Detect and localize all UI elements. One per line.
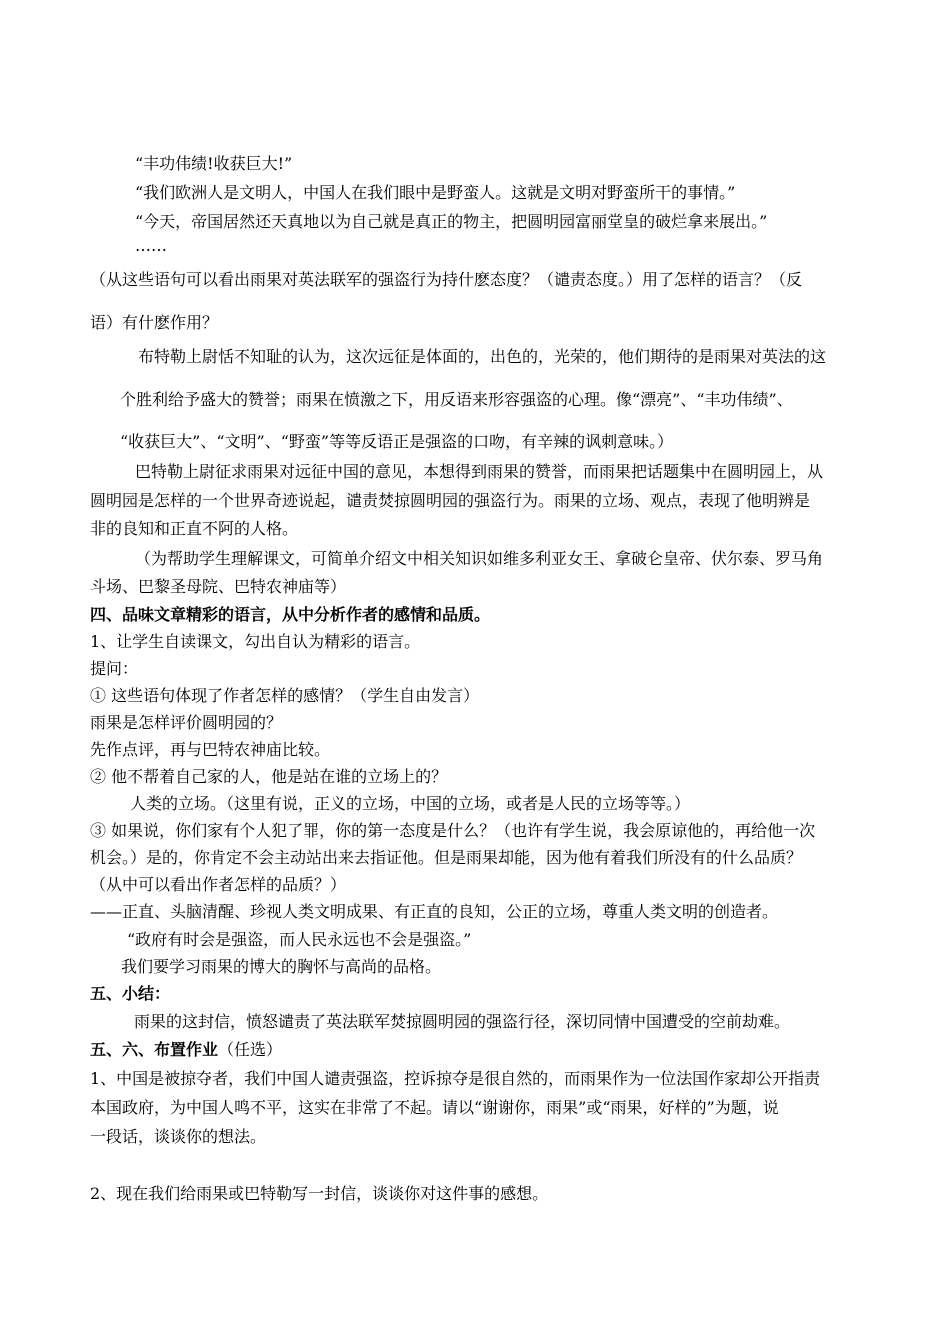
section-heading: 五、小结： (90, 984, 171, 1003)
note-line: 斗场、巴黎圣母院、巴特农神庙等） (90, 577, 347, 596)
list-item: 1、让学生自读课文，勾出自认为精彩的语言。 (90, 632, 421, 651)
question: ③ 如果说，你们家有个人犯了罪，你的第一态度是什么？（也许有学生说，我会原谅他的，再给他一次 (90, 821, 816, 840)
question: ① 这些语句体现了作者怎样的感情？（学生自由发言） (90, 686, 480, 705)
quote-line: “我们欧洲人是文明人，中国人在我们眼中是野蛮人。这就是文明对野蛮所干的事情。” (135, 183, 736, 202)
paragraph-line: 雨果的这封信，愤怒谴责了英法联军焚掠圆明园的强盗行径，深切同情中国遭受的空前劫难。 (134, 1012, 791, 1031)
analysis-line: 语）有什麽作用？ (90, 313, 219, 332)
question-line: （从中可以看出作者怎样的品质？） (90, 875, 347, 894)
section-heading: 四、品味文章精彩的语言，从中分析作者的感情和品质。 (90, 605, 491, 624)
answer-line: ——正直、头脑清醒、珍视人类文明成果、有正直的良知，公正的立场，尊重人类文明的创造者。 (90, 902, 779, 921)
question: ② 他不帮着自己家的人，他是站在谁的立场上的？ (90, 767, 448, 786)
paragraph-line: 圆明园是怎样的一个世界奇迹说起，谴责焚掠圆明园的强盗行为。雨果的立场、观点，表现了他明辨是 (90, 491, 811, 510)
homework-line: 1、中国是被掠夺者，我们中国人谴责强盗，控诉掠夺是很自然的，而雨果作为一位法国作家却公开指责 (90, 1069, 821, 1088)
homework-line: 本国政府，为中国人鸣不平，这实在非常了不起。请以“谢谢你，雨果”或“雨果，好样的”为题，说 (90, 1098, 779, 1117)
section-heading-note: （任选） (218, 1040, 283, 1059)
paragraph-line: 巴特勒上尉征求雨果对远征中国的意见，本想得到雨果的赞誉，而雨果把话题集中在圆明园上，从 (135, 462, 824, 481)
homework-line: 一段话，谈谈你的想法。 (90, 1127, 267, 1146)
quote-line: “丰功伟绩!收获巨大!” (135, 154, 293, 173)
section-heading-text: 五、六、布置作业 (90, 1040, 219, 1059)
quote-ellipsis: …… (135, 236, 167, 255)
question-line: 雨果是怎样评价圆明园的？ (90, 713, 283, 732)
analysis-line: “收获巨大”、“文明”、“野蛮”等等反语正是强盗的口吻，有辛辣的讽刺意味。） (120, 432, 674, 451)
paragraph-line: 非的良知和正直不阿的人格。 (90, 519, 299, 538)
question-line: 机会。）是的，你肯定不会主动站出来去指证他。但是雨果却能，因为他有着我们所没有的什么品质？ (90, 848, 803, 867)
question-label: 提问： (90, 659, 139, 678)
paragraph-line: 我们要学习雨果的博大的胸怀与高尚的品格。 (121, 957, 442, 976)
analysis-line: （从这些语句可以看出雨果对英法联军的强盗行为持什麽态度？（谴责态度。）用了怎样的语言？（反 (90, 270, 803, 289)
section-heading (90, 1039, 950, 1061)
note-line: （为帮助学生理解课文，可简单介绍文中相关知识如维多利亚女王、拿破仑皇帝、伏尔泰、罗马角 (135, 549, 824, 568)
answer-line: 人类的立场。（这里有说，正义的立场，中国的立场，或者是人民的立场等等。） (130, 794, 691, 813)
quote-line: “政府有时会是强盗，而人民永远也不会是强盗。” (127, 930, 472, 949)
analysis-line: 个胜利给予盛大的赞誉；雨果在愤激之下，用反语来形容强盗的心理。像“漂亮”、“丰功伟绩”、 (120, 390, 793, 409)
homework-line: 2、现在我们给雨果或巴特勒写一封信，谈谈你对这件事的感想。 (90, 1184, 549, 1203)
analysis-line: 布特勒上尉恬不知耻的认为，这次远征是体面的，出色的，光荣的，他们期待的是雨果对英法的这 (138, 347, 827, 366)
quote-line: “今天，帝国居然还天真地以为自己就是真正的物主，把圆明园富丽堂皇的破烂拿来展出。” (135, 212, 768, 231)
question-line: 先作点评，再与巴特农神庙比较。 (90, 740, 331, 759)
